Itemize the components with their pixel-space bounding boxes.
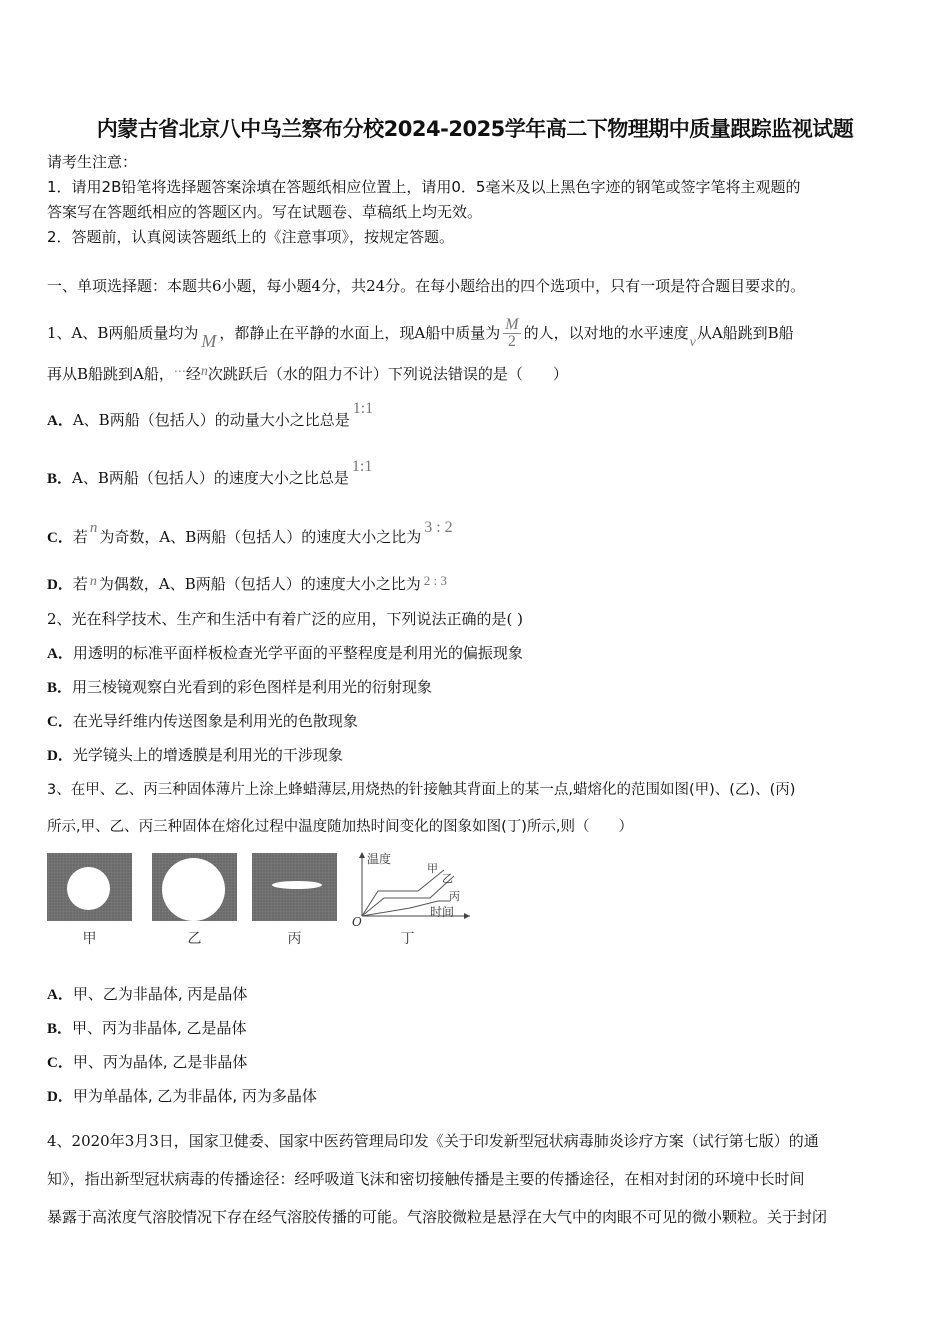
- option-label: C．: [47, 1055, 73, 1071]
- q2-option-a: [47, 643, 523, 664]
- panel-label-ding: 丁: [400, 931, 415, 947]
- option-math: 1:1: [352, 400, 374, 417]
- wax-melting-figure: [45, 848, 475, 948]
- section-heading: 一、单项选择题：本题共6小题，每小题4分，共24分。在每小题给出的四个选项中，只有一项是符合题目要求的。: [47, 277, 806, 295]
- q3-option-a: [47, 984, 247, 1005]
- ellipsis: ⋯: [173, 364, 186, 378]
- option-label: D．: [47, 577, 73, 593]
- notice-item-2: 2．答题前，认真阅读答题纸上的《注意事项》，按规定答题。: [47, 228, 455, 246]
- q1-text-d: 从A船跳到B船: [696, 324, 794, 342]
- q1-option-d: [47, 574, 447, 596]
- option-pre: 若: [72, 528, 88, 546]
- option-label: B．: [47, 1021, 73, 1037]
- q2-option-c: [47, 711, 358, 732]
- melt-ellipse: [272, 881, 322, 889]
- panel-bing: [252, 853, 337, 921]
- notice-item-1-cont: 答案写在答题纸相应的答题区内。写在试题卷、草稿纸上均无效。: [47, 203, 483, 221]
- math-M: M: [201, 331, 217, 351]
- curve-label-jia: 甲: [427, 862, 438, 875]
- graph-xlabel: 时间: [430, 905, 455, 919]
- melt-circle-small: [67, 867, 110, 910]
- question-1-stem-line1: [47, 313, 794, 353]
- panel-label-yi: 乙: [187, 931, 202, 947]
- option-text: 用透明的标准平面样板检查光学平面的平整程度是利用光的偏振现象: [72, 644, 523, 662]
- fraction-numerator: M: [505, 315, 519, 333]
- option-text: 甲为单晶体, 乙为非晶体, 丙为多晶体: [72, 1087, 317, 1105]
- option-pre: 若: [72, 575, 88, 593]
- graph-origin: O: [352, 915, 362, 929]
- option-text: 为偶数，A、B两船（包括人）的速度大小之比为: [98, 575, 421, 593]
- q3-option-b: [47, 1018, 247, 1039]
- panel-jia: [47, 853, 132, 921]
- option-label: D．: [47, 748, 73, 764]
- q2-option-b: [47, 677, 432, 698]
- q1-text-g: 次跳跃后（水的阻力不计）下列说法错误的是（ ）: [207, 365, 568, 383]
- math-n: n: [89, 520, 98, 536]
- q1-option-c: [47, 519, 453, 548]
- option-math: 1:1: [351, 458, 373, 475]
- page-title: 内蒙古省北京八中乌兰察布分校2024-2025学年高二下物理期中质量跟踪监视试题: [96, 117, 854, 141]
- panel-label-jia: 甲: [82, 931, 97, 947]
- curve-label-bing: 丙: [449, 890, 460, 903]
- panel-label-bing: 丙: [287, 931, 302, 947]
- option-text: 甲、丙为非晶体, 乙是晶体: [72, 1019, 247, 1037]
- option-text: 甲、乙为非晶体, 丙是晶体: [72, 985, 248, 1003]
- question-4-line1: 4、2020年3月3日，国家卫健委、国家中医药管理局印发《关于印发新型冠状病毒肺炎诊疗方案（试行第七版）的通: [47, 1132, 819, 1150]
- panel-yi: [152, 853, 237, 921]
- q1-option-b: [47, 458, 373, 489]
- math-n: n: [89, 574, 97, 589]
- notice-heading: 请考生注意：: [47, 153, 138, 171]
- option-text: 在光导纤维内传送图象是利用光的色散现象: [72, 712, 358, 730]
- option-label: A．: [47, 646, 73, 662]
- q1-text-f: 经: [185, 365, 201, 383]
- option-label: D．: [47, 1089, 73, 1105]
- option-text: 甲、丙为晶体, 乙是非晶体: [72, 1053, 248, 1071]
- q3-option-c: [47, 1052, 247, 1073]
- option-math: 3 : 2: [424, 519, 453, 536]
- fraction-denominator: 2: [507, 332, 516, 350]
- option-text: 为奇数，A、B两船（包括人）的速度大小之比为: [99, 528, 422, 546]
- option-label: A．: [47, 413, 73, 429]
- q1-option-a: [47, 400, 374, 431]
- option-label: C．: [47, 714, 73, 730]
- question-2-stem: 2、光在科学技术、生产和生活中有着广泛的应用，下列说法正确的是( ): [47, 610, 524, 628]
- q1-text-e: 再从B船跳到A船，: [47, 365, 174, 383]
- q1-text-b: ，都静止在平静的水面上，现A船中质量为: [219, 324, 501, 342]
- question-4-line3: 暴露于高浓度气溶胶情况下存在经气溶胶传播的可能。气溶胶微粒是悬浮在大气中的肉眼不可见的微小颗粒。关于封闭: [47, 1208, 828, 1226]
- option-text: A、B两船（包括人）的速度大小之比总是: [72, 469, 349, 487]
- q2-option-d: [47, 745, 343, 766]
- option-label: C．: [47, 530, 73, 546]
- option-label: A．: [47, 987, 73, 1003]
- melt-circle-large: [162, 858, 225, 921]
- q1-text-c: 的人，以对地的水平速度: [523, 324, 689, 342]
- option-text: A、B两船（包括人）的动量大小之比总是: [72, 411, 350, 429]
- option-math: 2 : 3: [423, 573, 447, 588]
- option-text: 用三棱镜观察白光看到的彩色图样是利用光的衍射现象: [72, 678, 433, 696]
- curve-label-yi: 乙: [442, 872, 453, 885]
- question-3-stem-line2: 所示,甲、乙、丙三种固体在熔化过程中温度随加热时间变化的图象如图(丁)所示,则（ ）: [47, 819, 634, 835]
- option-label: B．: [47, 680, 73, 696]
- notice-item-1: 1．请用2B铅笔将选择题答案涂填在答题纸相应位置上，请用0．5毫米及以上黑色字迹的钢笔或签字笔将主观题的: [47, 178, 801, 196]
- question-3-stem-line1: 3、在甲、乙、丙三种固体薄片上涂上蜂蜡薄层,用烧热的针接触其背面上的某一点,蜡熔化的范围如图(甲)、(乙)、(丙): [47, 782, 796, 798]
- question-1-stem-line2: [47, 364, 568, 386]
- q1-text-a: 1、A、B两船质量均为: [47, 324, 199, 342]
- fraction-M-over-2: [503, 317, 520, 350]
- math-n: n: [200, 364, 208, 379]
- q3-option-d: [47, 1086, 317, 1107]
- graph-ylabel: 温度: [367, 852, 392, 866]
- option-text: 光学镜头上的增透膜是利用光的干涉现象: [72, 746, 343, 764]
- math-v: v: [689, 335, 696, 350]
- question-4-line2: 知》，指出新型冠状病毒的传播途径：经呼吸道飞沫和密切接触传播是主要的传播途径，在相对封闭的环境中长时间: [47, 1170, 805, 1188]
- option-label: B．: [47, 471, 73, 487]
